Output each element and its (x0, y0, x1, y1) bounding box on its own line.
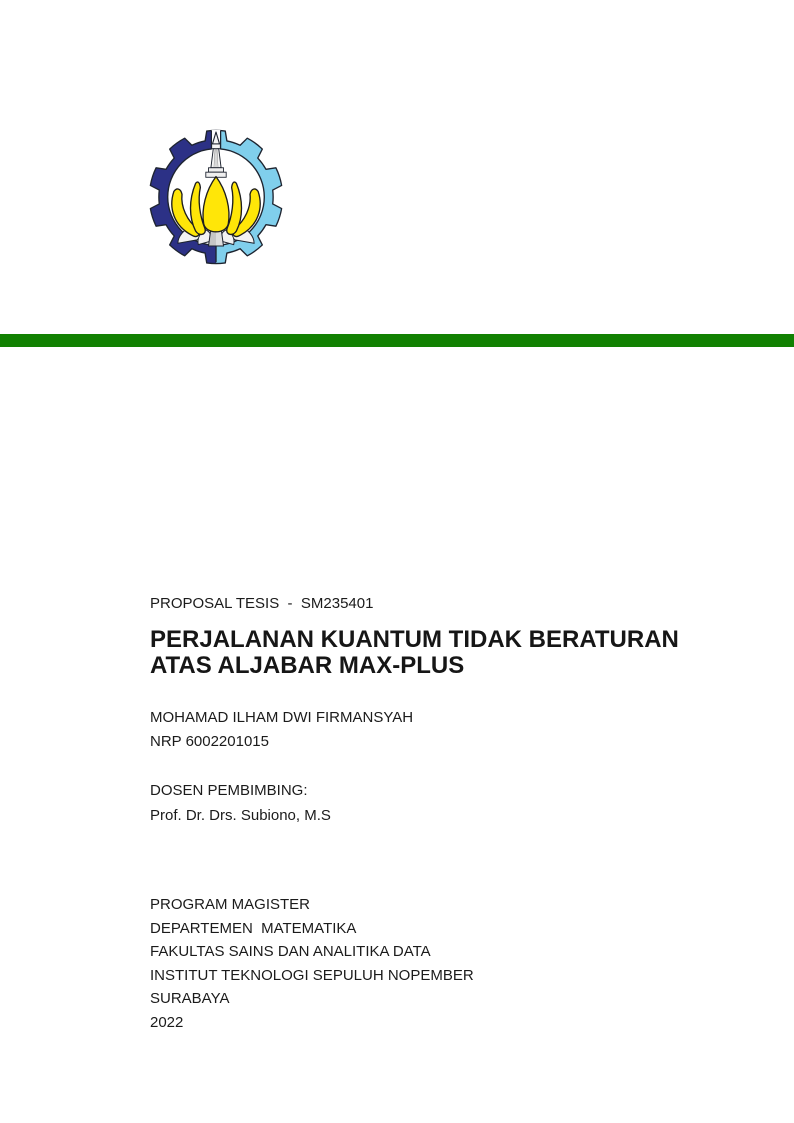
its-logo (148, 129, 284, 265)
supervisor-name: Prof. Dr. Drs. Subiono, M.S (150, 807, 331, 824)
year-line: 2022 (150, 1013, 184, 1031)
thesis-title-line1: PERJALANAN KUANTUM TIDAK BERATURAN (150, 626, 679, 653)
document-type-line: PROPOSAL TESIS - SM235401 (150, 595, 374, 612)
author-nrp: NRP 6002201015 (150, 733, 269, 750)
department-line: DEPARTEMEN MATEMATIKA (150, 919, 357, 937)
thesis-title (150, 627, 679, 679)
city-line: SURABAYA (150, 990, 230, 1007)
supervisor-label: DOSEN PEMBIMBING: (150, 782, 308, 799)
faculty-line: FAKULTAS SAINS DAN ANALITIKA DATA (150, 943, 431, 960)
author-name: MOHAMAD ILHAM DWI FIRMANSYAH (150, 709, 414, 726)
program-line: PROGRAM MAGISTER (150, 896, 311, 913)
institute-line: INSTITUT TEKNOLOGI SEPULUH NOPEMBER (150, 966, 474, 984)
institution-block (150, 893, 474, 1034)
thesis-title-line2: ATAS ALJABAR MAX-PLUS (150, 652, 465, 679)
its-gear-lotus-icon (148, 129, 284, 265)
divider-bar (0, 334, 794, 347)
